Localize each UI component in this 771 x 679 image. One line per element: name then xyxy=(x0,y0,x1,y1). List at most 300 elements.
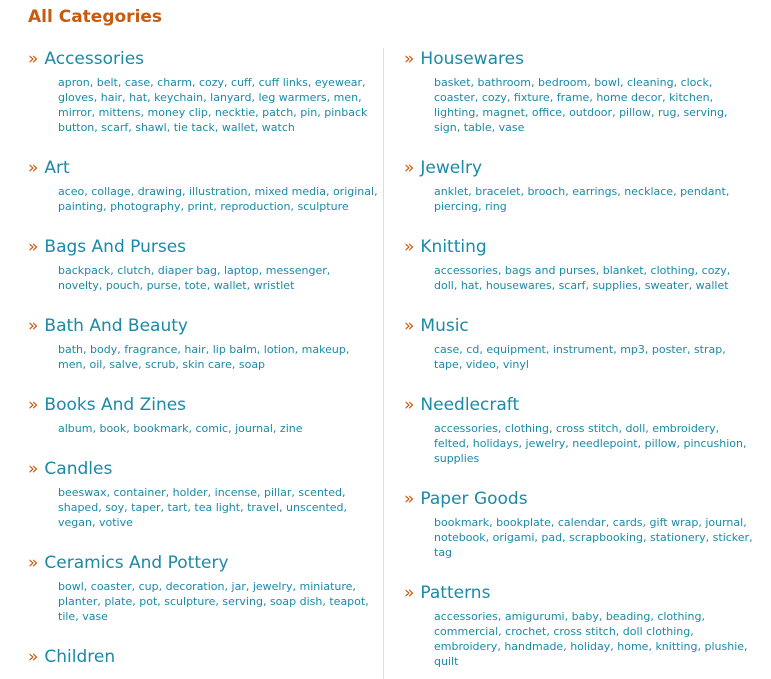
tag-link[interactable]: blanket xyxy=(602,264,644,277)
raquo-icon: » xyxy=(28,158,39,178)
tag-link[interactable]: baby xyxy=(571,610,599,623)
tag-separator: , xyxy=(203,91,211,104)
tag-separator: , xyxy=(181,185,189,198)
raquo-icon: » xyxy=(28,49,39,69)
tag-link[interactable]: home decor xyxy=(596,91,663,104)
tag-link[interactable]: holder xyxy=(172,486,208,499)
tag-link[interactable]: rug xyxy=(657,106,677,119)
tag-link[interactable]: sculpture xyxy=(164,595,216,608)
tag-link[interactable]: calendar xyxy=(557,516,606,529)
tag-link[interactable]: soap dish xyxy=(269,595,323,608)
tag-link[interactable]: shawl xyxy=(135,121,167,134)
tag-separator: , xyxy=(673,76,681,89)
tag-link[interactable]: bedroom xyxy=(537,76,588,89)
tag-link[interactable]: gloves xyxy=(58,91,94,104)
tag-separator: , xyxy=(642,516,650,529)
tag-link[interactable]: amigurumi xyxy=(504,610,565,623)
tag-link[interactable]: album xyxy=(58,422,93,435)
tag-link[interactable]: charm xyxy=(157,76,192,89)
tag-link[interactable]: purse xyxy=(146,279,178,292)
tag-link[interactable]: pin xyxy=(300,106,318,119)
category-title-link[interactable] xyxy=(404,582,754,604)
tag-link[interactable]: fixture xyxy=(513,91,550,104)
tag-link[interactable]: notebook xyxy=(434,531,486,544)
category-title-link[interactable] xyxy=(404,488,754,510)
tag-link[interactable]: watch xyxy=(261,121,295,134)
tag-link[interactable]: wallet xyxy=(221,121,255,134)
tag-link[interactable]: plate xyxy=(104,595,133,608)
tag-link[interactable]: supplies xyxy=(592,279,638,292)
tag-link[interactable]: bags and purses xyxy=(504,264,596,277)
tag-separator: , xyxy=(207,486,215,499)
tag-link[interactable]: wallet xyxy=(213,279,247,292)
tag-separator: , xyxy=(251,91,259,104)
tag-link[interactable]: necklace xyxy=(624,185,674,198)
raquo-icon: » xyxy=(404,583,415,603)
category-title-label: Music xyxy=(420,316,469,336)
tag-link[interactable]: cozy xyxy=(198,76,225,89)
tag-separator: , xyxy=(240,501,248,514)
category-title-link[interactable] xyxy=(28,236,378,258)
tag-link[interactable]: bowl xyxy=(594,76,620,89)
tag-separator: , xyxy=(478,279,486,292)
tag-link[interactable]: lip balm xyxy=(212,343,257,356)
tag-link[interactable]: tape xyxy=(434,358,459,371)
tag-link[interactable]: strap xyxy=(693,343,723,356)
tag-link[interactable]: soy xyxy=(105,501,125,514)
tag-separator: , xyxy=(251,76,259,89)
tag-link[interactable]: cozy xyxy=(701,264,727,277)
category-title-label: Housewares xyxy=(420,49,524,69)
tag-separator: , xyxy=(177,279,185,292)
category-music xyxy=(404,315,754,372)
tag-link[interactable]: mirror xyxy=(58,106,92,119)
tag-link[interactable]: doll xyxy=(434,279,454,292)
tag-link[interactable]: reproduction xyxy=(220,200,291,213)
tag-link[interactable]: basket xyxy=(434,76,471,89)
tag-link[interactable]: hair xyxy=(184,343,206,356)
tag-link[interactable]: serving xyxy=(222,595,263,608)
tag-link[interactable]: aceo xyxy=(58,185,85,198)
tag-link[interactable]: body xyxy=(90,343,118,356)
tag-link[interactable]: diaper bag xyxy=(157,264,217,277)
tag-separator: , xyxy=(595,264,603,277)
tag-link[interactable]: journal xyxy=(235,422,273,435)
tag-link[interactable]: bathroom xyxy=(477,76,531,89)
tag-link[interactable]: tote xyxy=(184,279,207,292)
tag-separator: , xyxy=(465,437,473,450)
tag-link[interactable]: lighting xyxy=(434,106,476,119)
tag-link[interactable]: earrings xyxy=(572,185,618,198)
category-children xyxy=(28,646,378,668)
tag-link[interactable]: cuff xyxy=(231,76,252,89)
raquo-icon: » xyxy=(404,395,415,415)
tag-link[interactable]: mp3 xyxy=(620,343,645,356)
tag-link[interactable]: pendant xyxy=(680,185,726,198)
tag-link[interactable]: planter xyxy=(58,595,98,608)
tag-link[interactable]: frame xyxy=(556,91,590,104)
tag-link[interactable]: coaster xyxy=(90,580,132,593)
tag-separator: , xyxy=(506,91,514,104)
tag-link[interactable]: crochet xyxy=(505,625,547,638)
tag-link[interactable]: illustration xyxy=(188,185,248,198)
tag-separator: , xyxy=(690,625,694,638)
tag-list xyxy=(434,263,754,293)
tag-separator: , xyxy=(140,106,148,119)
tag-separator: , xyxy=(131,580,139,593)
tag-list xyxy=(58,75,378,135)
tag-separator: , xyxy=(479,343,487,356)
tag-link[interactable]: necktie xyxy=(214,106,256,119)
tag-link[interactable]: original xyxy=(332,185,375,198)
tag-link[interactable]: scented xyxy=(298,486,342,499)
tag-separator: , xyxy=(497,640,505,653)
category-title-link[interactable] xyxy=(404,315,754,337)
tag-link[interactable]: poster xyxy=(651,343,687,356)
tag-link[interactable]: jar xyxy=(231,580,246,593)
tag-link[interactable]: sticker xyxy=(712,531,750,544)
tag-link[interactable]: zine xyxy=(279,422,303,435)
category-art xyxy=(28,157,378,214)
tag-link[interactable]: cup xyxy=(138,580,159,593)
tag-link[interactable]: clothing xyxy=(650,264,695,277)
tag-separator: , xyxy=(317,106,325,119)
tag-link[interactable]: drawing xyxy=(137,185,182,198)
tag-separator: , xyxy=(498,625,506,638)
tag-link[interactable]: vase xyxy=(498,121,525,134)
tag-link[interactable]: stationery xyxy=(650,531,706,544)
tag-link[interactable]: doll xyxy=(625,422,646,435)
tag-link[interactable]: needlepoint xyxy=(572,437,638,450)
tag-link[interactable]: accessories xyxy=(434,422,498,435)
tag-link[interactable]: accessories xyxy=(434,610,498,623)
tag-link[interactable]: scrapbooking xyxy=(569,531,643,544)
tag-link[interactable]: holiday xyxy=(570,640,611,653)
tag-link[interactable]: tea light xyxy=(194,501,241,514)
tag-link[interactable]: supplies xyxy=(434,452,480,465)
tag-separator: , xyxy=(205,343,213,356)
tag-link[interactable]: anklet xyxy=(434,185,469,198)
category-title-link[interactable] xyxy=(404,48,754,70)
category-title-link[interactable] xyxy=(28,646,378,668)
tag-link[interactable]: container xyxy=(113,486,166,499)
tag-link[interactable]: bookmark xyxy=(434,516,490,529)
tag-list xyxy=(434,515,754,560)
raquo-icon: » xyxy=(28,459,39,479)
tag-link[interactable]: vegan xyxy=(58,516,92,529)
tag-list xyxy=(434,184,754,214)
tag-link[interactable]: salve xyxy=(109,358,139,371)
category-title-link[interactable] xyxy=(28,157,378,179)
tag-link[interactable]: equipment xyxy=(486,343,546,356)
tag-link[interactable]: pillow xyxy=(619,106,651,119)
tag-link[interactable]: photography xyxy=(110,200,181,213)
tag-link[interactable]: wristlet xyxy=(253,279,295,292)
tag-separator: , xyxy=(272,422,280,435)
tag-separator: , xyxy=(615,625,623,638)
tag-link[interactable]: pinback button xyxy=(58,106,368,134)
category-title-label: Books And Zines xyxy=(44,395,187,415)
tag-separator: , xyxy=(207,106,215,119)
tag-link[interactable]: skin care xyxy=(182,358,232,371)
tag-separator: , xyxy=(562,106,570,119)
tag-link[interactable]: table xyxy=(463,121,492,134)
tag-separator: , xyxy=(102,358,110,371)
tag-separator: , xyxy=(91,516,99,529)
tag-separator: , xyxy=(157,595,165,608)
tag-link[interactable]: commercial xyxy=(434,625,499,638)
tag-link[interactable]: cross stitch xyxy=(553,625,616,638)
tag-link[interactable]: book xyxy=(99,422,127,435)
tag-link[interactable]: backpack xyxy=(58,264,111,277)
tag-link[interactable]: hat xyxy=(460,279,479,292)
tag-link[interactable]: jewelry xyxy=(252,580,293,593)
tag-link[interactable]: makeup xyxy=(301,343,346,356)
tag-link[interactable]: cleaning xyxy=(626,76,674,89)
tag-link[interactable]: shaped xyxy=(58,501,99,514)
tag-link[interactable]: teapot xyxy=(329,595,366,608)
tag-link[interactable]: messenger xyxy=(265,264,327,277)
tag-link[interactable]: cozy xyxy=(481,91,507,104)
tag-link[interactable]: cuff links xyxy=(258,76,308,89)
tag-link[interactable]: tag xyxy=(434,546,453,559)
tag-link[interactable]: plushie xyxy=(704,640,745,653)
tag-link[interactable]: cd xyxy=(466,343,480,356)
tag-separator: , xyxy=(279,501,287,514)
tag-link[interactable]: mittens xyxy=(98,106,141,119)
tag-separator: , xyxy=(676,437,684,450)
tag-link[interactable]: handmade xyxy=(504,640,564,653)
category-title-link[interactable] xyxy=(28,48,378,70)
tag-link[interactable]: office xyxy=(531,106,563,119)
tag-separator: , xyxy=(177,343,185,356)
tag-link[interactable]: video xyxy=(465,358,496,371)
tag-link[interactable]: apron xyxy=(58,76,90,89)
category-title-link[interactable] xyxy=(404,236,754,258)
tag-separator: , xyxy=(132,595,140,608)
tag-link[interactable]: collage xyxy=(91,185,131,198)
tag-link[interactable]: pot xyxy=(139,595,158,608)
tag-link[interactable]: beeswax xyxy=(58,486,107,499)
tag-link[interactable]: knitting xyxy=(655,640,698,653)
tag-link[interactable]: hair xyxy=(100,91,123,104)
tag-link[interactable]: decoration xyxy=(165,580,225,593)
tag-link[interactable]: vase xyxy=(82,610,108,623)
tag-link[interactable]: unscented xyxy=(286,501,344,514)
tag-link[interactable]: journal xyxy=(705,516,744,529)
tag-link[interactable]: bowl xyxy=(58,580,84,593)
category-title-link[interactable] xyxy=(28,458,378,480)
tag-link[interactable]: taper xyxy=(131,501,161,514)
category-patterns xyxy=(404,582,754,669)
tag-link[interactable]: instrument xyxy=(552,343,614,356)
tag-link[interactable]: belt xyxy=(96,76,118,89)
tag-link[interactable]: miniature xyxy=(299,580,353,593)
tag-link[interactable]: scarf xyxy=(558,279,586,292)
tag-link[interactable]: bookplate xyxy=(496,516,551,529)
raquo-icon: » xyxy=(28,553,39,573)
tag-link[interactable]: print xyxy=(187,200,214,213)
tag-link[interactable]: painting xyxy=(58,200,104,213)
raquo-icon: » xyxy=(28,647,39,667)
tag-link[interactable]: eyewear xyxy=(314,76,362,89)
tag-separator: , xyxy=(644,343,652,356)
tag-separator: , xyxy=(453,279,461,292)
tag-link[interactable]: oil xyxy=(89,358,103,371)
tag-link[interactable]: felted xyxy=(434,437,466,450)
tag-link[interactable]: home xyxy=(617,640,649,653)
tag-link[interactable]: coaster xyxy=(434,91,475,104)
tag-link[interactable]: ring xyxy=(485,200,507,213)
tag-separator: , xyxy=(228,422,236,435)
tag-link[interactable]: fragrance xyxy=(124,343,178,356)
tag-link[interactable]: magnet xyxy=(482,106,525,119)
tag-separator: , xyxy=(187,501,195,514)
tag-link[interactable]: sweater xyxy=(644,279,689,292)
tag-list xyxy=(58,421,378,436)
tag-link[interactable]: sign xyxy=(434,121,457,134)
tag-link[interactable]: bookmark xyxy=(133,422,189,435)
tag-separator: , xyxy=(605,516,613,529)
category-accessories xyxy=(28,48,378,135)
tag-separator: , xyxy=(585,279,593,292)
tag-separator: , xyxy=(117,76,125,89)
tag-link[interactable]: origami xyxy=(492,531,535,544)
tag-link[interactable]: clock xyxy=(680,76,709,89)
tag-link[interactable]: kitchen xyxy=(669,91,710,104)
tag-link[interactable]: cards xyxy=(612,516,643,529)
page-title: All Categories xyxy=(28,7,163,27)
tag-link[interactable]: outdoor xyxy=(569,106,613,119)
tag-link[interactable]: leg warmers xyxy=(258,91,327,104)
tag-link[interactable]: embroidery xyxy=(652,422,716,435)
tag-separator: , xyxy=(459,343,467,356)
tag-separator: , xyxy=(722,343,726,356)
tag-link[interactable]: doll clothing xyxy=(622,625,691,638)
tag-separator: , xyxy=(491,121,499,134)
tag-link[interactable]: novelty xyxy=(58,279,99,292)
tag-separator: , xyxy=(550,516,558,529)
tag-link[interactable]: sculpture xyxy=(297,200,349,213)
tag-link[interactable]: bath xyxy=(58,343,84,356)
category-title-label: Art xyxy=(44,158,70,178)
tag-separator: , xyxy=(744,640,748,653)
tag-separator: , xyxy=(106,486,114,499)
tag-separator: , xyxy=(180,200,188,213)
tag-link[interactable]: mixed media xyxy=(254,185,326,198)
tag-separator: , xyxy=(648,640,656,653)
tag-link[interactable]: bracelet xyxy=(475,185,521,198)
tag-separator: , xyxy=(165,486,173,499)
category-title-label: Knitting xyxy=(420,237,487,257)
tag-separator: , xyxy=(97,595,105,608)
raquo-icon: » xyxy=(404,489,415,509)
tag-link[interactable]: tile xyxy=(58,610,76,623)
tag-link[interactable]: tart xyxy=(167,501,188,514)
tag-link[interactable]: scrub xyxy=(145,358,176,371)
tag-separator: , xyxy=(256,486,264,499)
tag-link[interactable]: clothing xyxy=(657,610,702,623)
raquo-icon: » xyxy=(404,49,415,69)
tag-link[interactable]: case xyxy=(434,343,460,356)
tag-separator: , xyxy=(345,343,350,356)
tag-link[interactable]: serving xyxy=(683,106,724,119)
tag-link[interactable]: case xyxy=(124,76,151,89)
tag-link[interactable]: gift wrap xyxy=(649,516,699,529)
tag-link[interactable]: comic xyxy=(195,422,229,435)
tag-separator: , xyxy=(613,343,621,356)
tag-link[interactable]: men xyxy=(58,358,83,371)
tag-separator: , xyxy=(530,76,538,89)
tag-link[interactable]: money clip xyxy=(147,106,208,119)
tag-link[interactable]: jewelry xyxy=(525,437,566,450)
tag-link[interactable]: pillar xyxy=(263,486,292,499)
raquo-icon: » xyxy=(28,237,39,257)
tag-link[interactable]: incense xyxy=(214,486,257,499)
tag-separator: , xyxy=(546,625,554,638)
category-title-link[interactable] xyxy=(28,552,378,574)
tag-link[interactable]: holidays xyxy=(472,437,519,450)
tag-link[interactable]: patch xyxy=(262,106,294,119)
tag-link[interactable]: laptop xyxy=(223,264,259,277)
tag-link[interactable]: pouch xyxy=(105,279,140,292)
category-title-link[interactable] xyxy=(28,315,378,337)
tag-separator: , xyxy=(294,343,302,356)
tag-link[interactable]: soap xyxy=(238,358,266,371)
tag-link[interactable]: pillow xyxy=(644,437,677,450)
tag-link[interactable]: keychain xyxy=(154,91,204,104)
tag-separator: , xyxy=(565,185,573,198)
tag-link[interactable]: lotion xyxy=(263,343,295,356)
tag-link[interactable]: embroidery xyxy=(434,640,498,653)
category-title-link[interactable] xyxy=(404,157,754,179)
tag-link[interactable]: men xyxy=(333,91,359,104)
tag-link[interactable]: pad xyxy=(541,531,563,544)
tag-separator: , xyxy=(147,91,155,104)
category-title-link[interactable] xyxy=(404,394,754,416)
tag-separator: , xyxy=(520,185,528,198)
tag-link[interactable]: piercing xyxy=(434,200,479,213)
tag-link[interactable]: cross stitch xyxy=(556,422,619,435)
category-ceramics-and-pottery xyxy=(28,552,378,624)
tag-link[interactable]: accessories xyxy=(434,264,498,277)
category-books-and-zines xyxy=(28,394,378,436)
tag-link[interactable]: brooch xyxy=(527,185,566,198)
tag-separator: , xyxy=(698,516,706,529)
tag-link[interactable]: quilt xyxy=(434,655,459,668)
category-title-label: Bath And Beauty xyxy=(44,316,188,336)
tag-link[interactable]: wallet xyxy=(695,279,729,292)
tag-separator: , xyxy=(342,486,346,499)
tag-link[interactable]: beading xyxy=(605,610,651,623)
column-divider xyxy=(383,48,384,679)
tag-link[interactable]: votive xyxy=(98,516,133,529)
tag-link[interactable]: scarf xyxy=(101,121,129,134)
tag-separator: , xyxy=(82,358,90,371)
tag-link[interactable]: hat xyxy=(129,91,148,104)
tag-link[interactable]: tie tack xyxy=(173,121,215,134)
category-candles xyxy=(28,458,378,530)
tag-link[interactable]: pincushion xyxy=(683,437,743,450)
tag-link[interactable]: lanyard xyxy=(210,91,252,104)
tag-link[interactable]: clutch xyxy=(117,264,151,277)
tag-link[interactable]: housewares xyxy=(485,279,552,292)
tag-link[interactable]: vinyl xyxy=(502,358,529,371)
category-title-link[interactable] xyxy=(28,394,378,416)
tag-separator: , xyxy=(322,595,330,608)
tag-link[interactable]: travel xyxy=(247,501,280,514)
tag-link[interactable]: clothing xyxy=(504,422,550,435)
